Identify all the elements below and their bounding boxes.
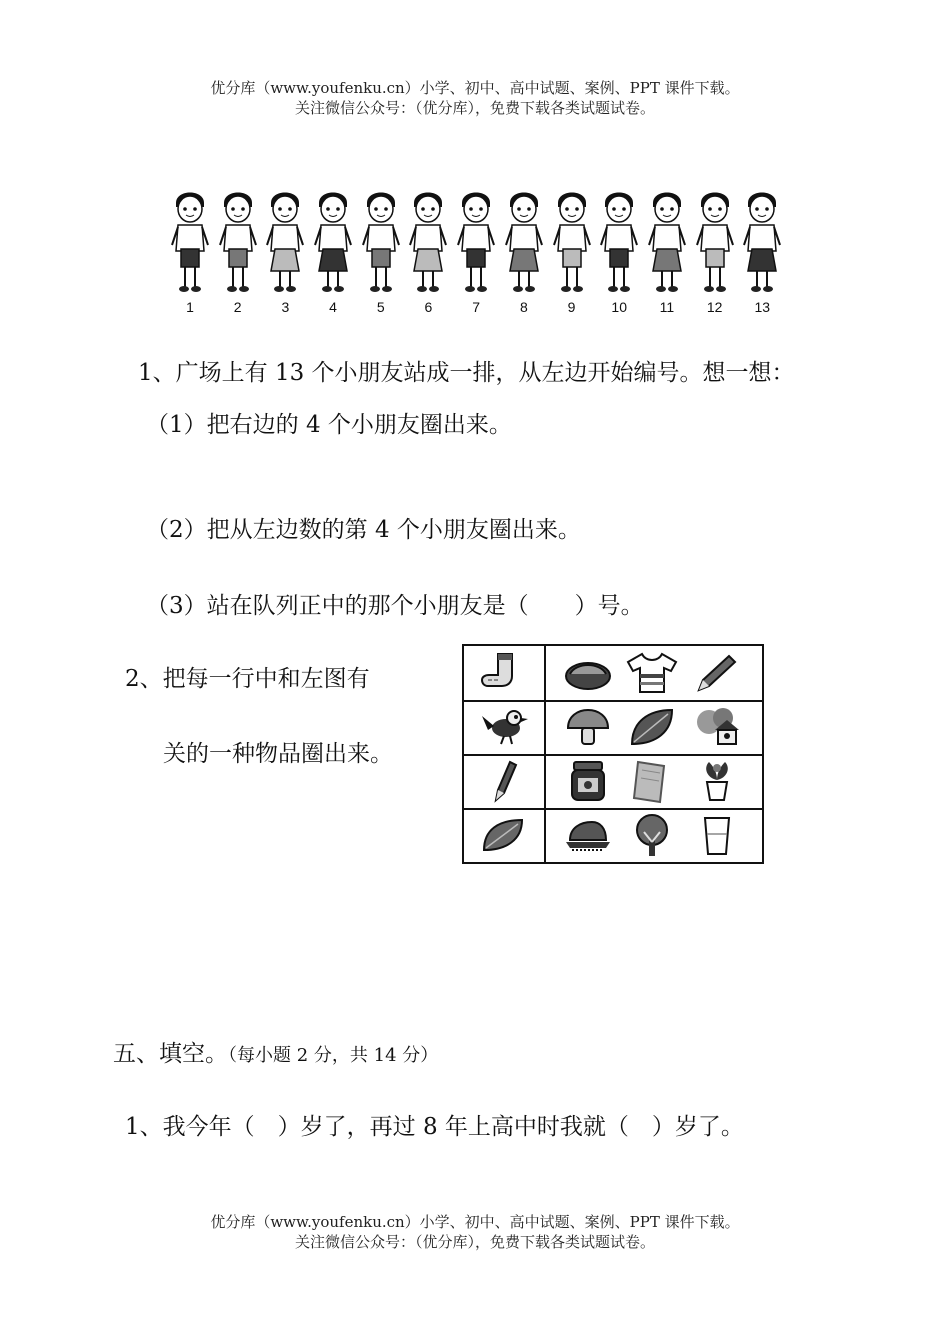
- q2-text-line-2: 关的一种物品圈出来。: [163, 741, 393, 767]
- child-number: 5: [376, 299, 385, 315]
- child-number: 1: [186, 299, 194, 315]
- child-figure: [454, 183, 498, 323]
- child-figure: [216, 183, 260, 323]
- pencil-icon: [476, 758, 532, 804]
- child-figure: [550, 183, 594, 323]
- header-line-2: 关注微信公众号：（优分库），免费下载各类试题试卷。: [294, 99, 655, 117]
- child-figure: [263, 183, 307, 323]
- child-figure: [597, 183, 641, 323]
- footer-line-1: 优分库（www.youfenku.cn）小学、初中、高中试题、案例、PPT 课件下载。: [210, 1213, 740, 1231]
- slipper-icon[interactable]: [560, 650, 616, 696]
- section-5-title: 五、填空。: [113, 1041, 228, 1067]
- child-figure: [502, 183, 546, 323]
- picture-table: [462, 644, 764, 864]
- q1-part-1: （1）把右边的 4 个小朋友圈出来。: [146, 412, 512, 438]
- child-number: 6: [424, 299, 433, 315]
- q2-text-line-1: 2、把每一行中和左图有: [125, 666, 370, 692]
- section-5-note: （每小题 2 分，共 14 分）: [228, 1045, 439, 1066]
- table-row: [464, 646, 762, 702]
- q1-part-2: （2）把从左边数的第 4 个小朋友圈出来。: [146, 517, 581, 543]
- pencil-icon[interactable]: [689, 650, 745, 696]
- child-number: 10: [611, 299, 627, 315]
- child-figure: [693, 183, 737, 323]
- child-figure: [168, 183, 212, 323]
- child-figure: [645, 183, 689, 323]
- leaf-icon: [476, 812, 532, 858]
- header-line-1: 优分库（www.youfenku.cn）小学、初中、高中试题、案例、PPT 课件下载。: [210, 79, 740, 97]
- tree-icon[interactable]: [624, 812, 680, 858]
- child-figure: [740, 183, 784, 323]
- leaf-icon[interactable]: [624, 704, 680, 750]
- table-row: [464, 700, 762, 756]
- tshirt-icon[interactable]: [624, 650, 680, 696]
- table-row: [464, 754, 762, 810]
- q1-stem: 1、广场上有 13 个小朋友站成一排，从左边开始编号。想一想：: [138, 360, 795, 386]
- section-5-q1: 1、我今年（ ）岁了，再过 8 年上高中时我就（ ）岁了。: [125, 1114, 744, 1140]
- child-number: 9: [567, 299, 576, 315]
- glass-icon[interactable]: [689, 812, 745, 858]
- cap-icon[interactable]: [560, 812, 616, 858]
- child-figure: [406, 183, 450, 323]
- child-number: 3: [281, 299, 290, 315]
- child-number: 11: [659, 299, 675, 315]
- children-lineup: [168, 183, 788, 323]
- child-number: 4: [329, 299, 337, 315]
- child-number: 12: [706, 299, 723, 315]
- sock-icon: [476, 650, 532, 696]
- page-header: [0, 78, 950, 118]
- footer-line-2: 关注微信公众号：（优分库），免费下载各类试题试卷。: [294, 1233, 655, 1251]
- child-number: 2: [233, 299, 242, 315]
- notebook-icon[interactable]: [624, 758, 680, 804]
- page-footer: [0, 1212, 950, 1252]
- jar-icon[interactable]: [560, 758, 616, 804]
- child-number: 7: [472, 299, 481, 315]
- mushroom-icon[interactable]: [560, 704, 616, 750]
- child-number: 13: [754, 299, 771, 315]
- child-figure: [359, 183, 403, 323]
- q1-part-3: （3）站在队列正中的那个小朋友是（ ）号。: [146, 593, 644, 619]
- table-row: [464, 808, 762, 862]
- bird-icon: [476, 704, 532, 750]
- section-5-heading: [113, 1035, 438, 1068]
- birdhouse-icon[interactable]: [689, 704, 745, 750]
- flower-pot-icon[interactable]: [689, 758, 745, 804]
- child-number: 8: [519, 299, 528, 315]
- child-figure: [311, 183, 355, 323]
